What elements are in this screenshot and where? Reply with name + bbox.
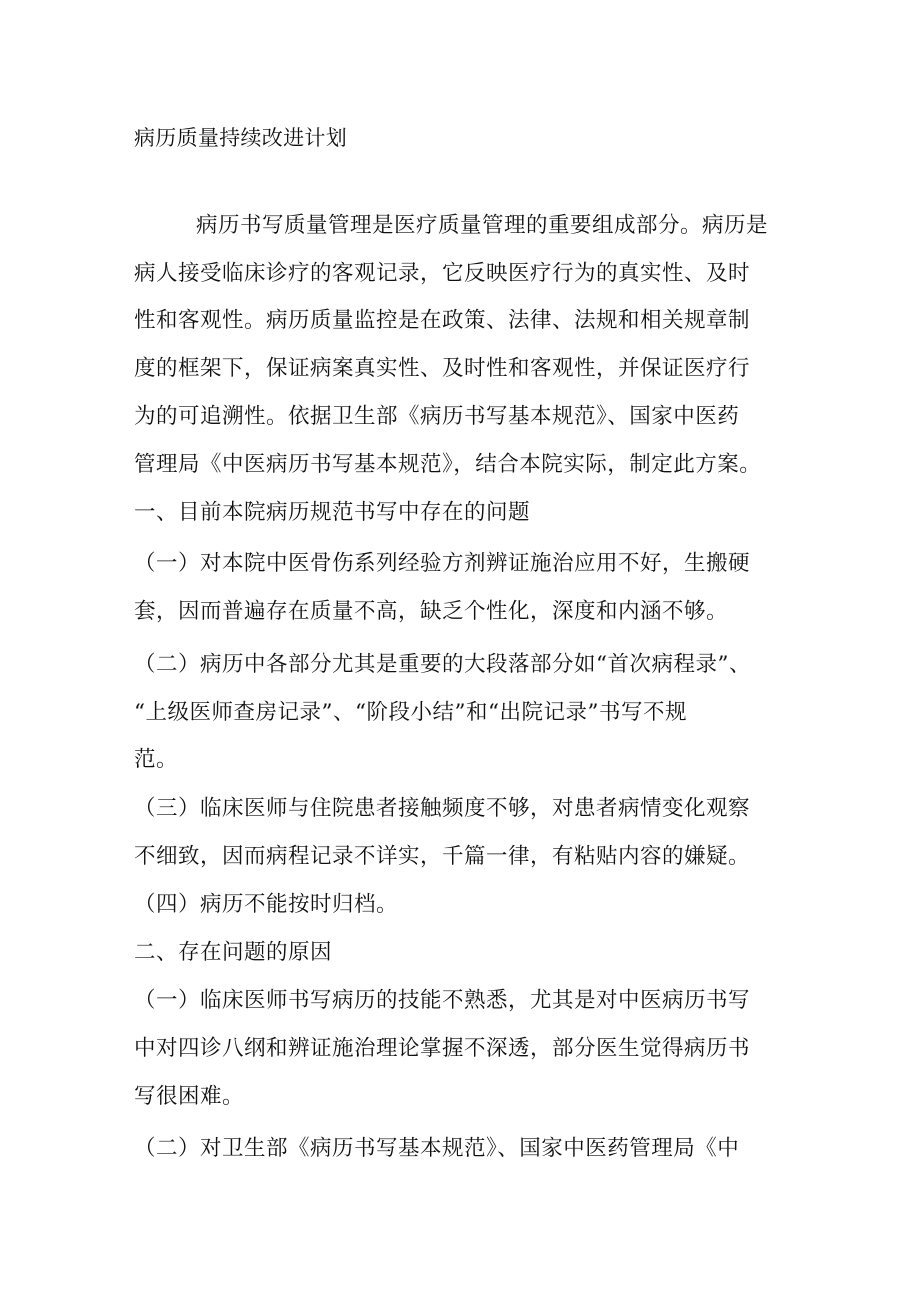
list-item-line: （二）病历中各部分尤其是重要的大段落部分如“首次病程录”、 (134, 652, 751, 677)
document-title: 病历质量持续改进计划 (134, 126, 347, 150)
list-item-line: 范。 (134, 747, 179, 772)
list-item-line: （二）对卫生部《病历书写基本规范》、国家中医药管理局《中 (134, 1136, 740, 1161)
list-item-line: （一）临床医师书写病历的技能不熟悉，尤其是对中医病历书写 (134, 988, 751, 1013)
list-item-line: 套，因而普遍存在质量不高，缺乏个性化，深度和内涵不够。 (134, 599, 729, 624)
paragraph-line: 度的框架下，保证病案真实性、及时性和客观性，并保证医疗行 (134, 356, 751, 381)
paragraph-line: 为的可追溯性。依据卫生部《病历书写基本规范》、国家中医药 (134, 404, 740, 429)
list-item-line: 写很困难。 (134, 1084, 245, 1109)
paragraph-line: 性和客观性。病历质量监控是在政策、法律、法规和相关规章制 (134, 308, 751, 333)
section-heading: 一、目前本院病历规范书写中存在的问题 (134, 500, 531, 525)
list-item-line: 中对四诊八纲和辨证施治理论掌握不深透，部分医生觉得病历书 (134, 1036, 751, 1061)
list-item-line: （三）临床医师与住院患者接触频度不够，对患者病情变化观察 (134, 796, 751, 821)
list-item-line: 不细致，因而病程记录不详实，千篇一律，有粘贴内容的嫌疑。 (134, 844, 751, 869)
paragraph-line: 管理局《中医病历书写基本规范》，结合本院实际，制定此方案。 (134, 452, 762, 477)
section-heading: 二、存在问题的原因 (134, 940, 333, 965)
paragraph-line: 病人接受临床诊疗的客观记录，它反映医疗行为的真实性、及时 (134, 261, 751, 286)
list-item-line: （一）对本院中医骨伤系列经验方剂辨证施治应用不好，生搬硬 (134, 551, 751, 576)
paragraph-line: 病历书写质量管理是医疗质量管理的重要组成部分。病历是 (196, 213, 769, 238)
list-item-line: “上级医师查房记录”、“阶段小结”和“出院记录”书写不规 (134, 700, 687, 725)
list-item-line: （四）病历不能按时归档。 (134, 892, 399, 917)
